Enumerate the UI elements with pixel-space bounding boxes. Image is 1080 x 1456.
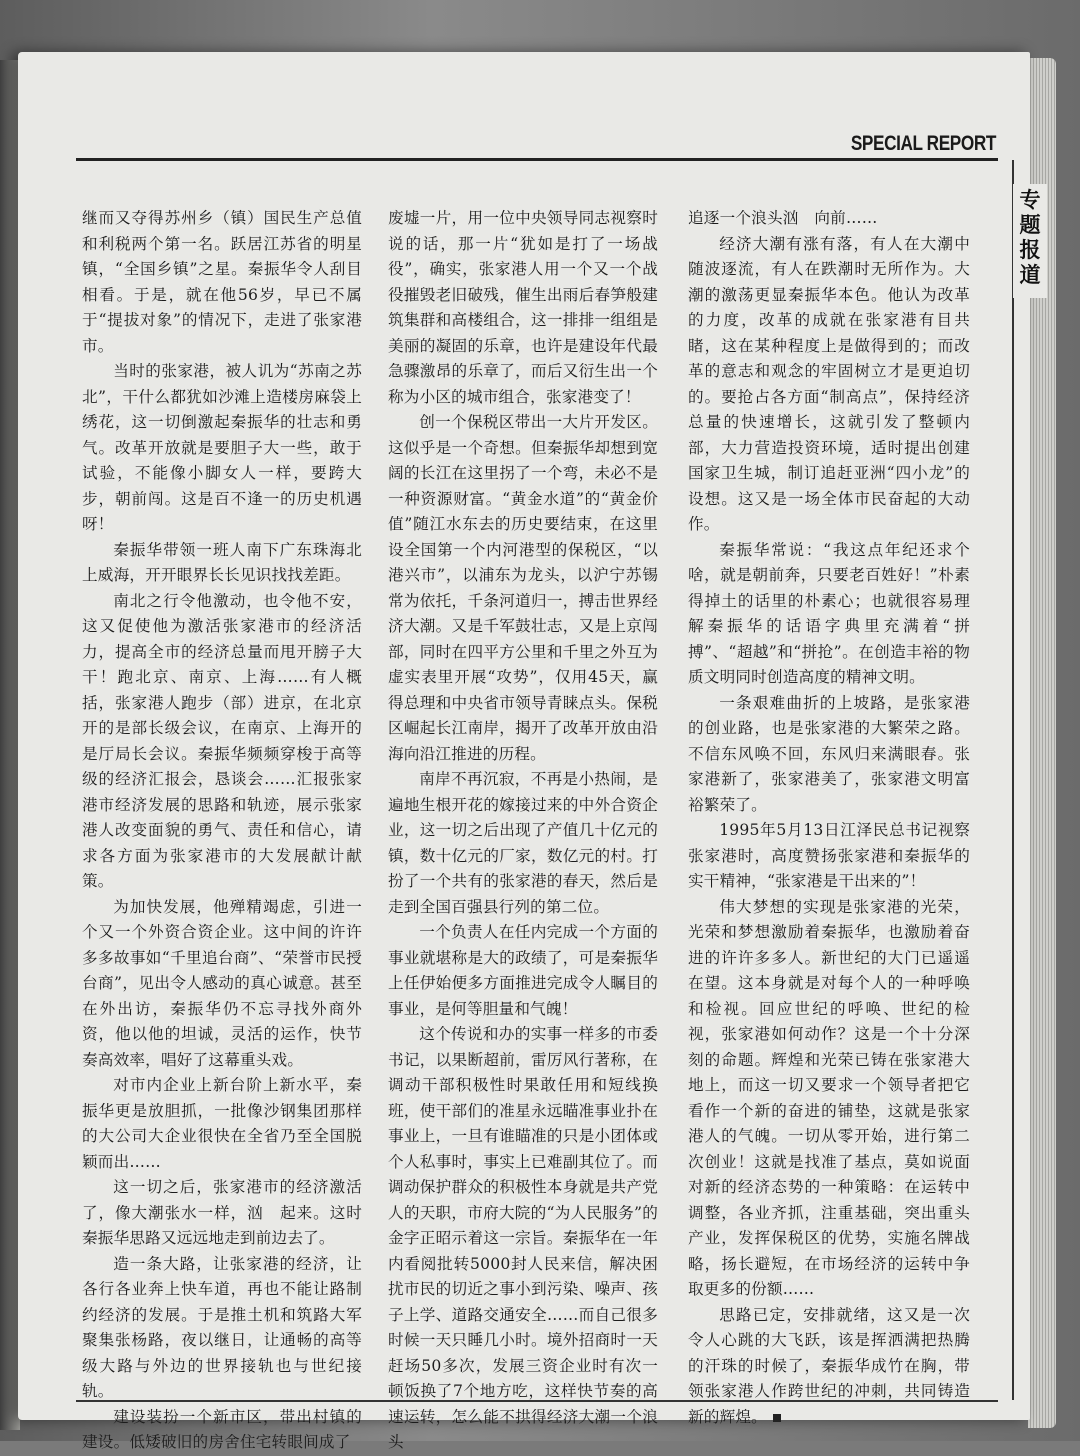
section-header-en: SPECIAL REPORT [850, 132, 996, 155]
article-paragraph: 建设装扮一个新市区，带出村镇的建设。低矮破旧的房舍住宅转眼间成了 [82, 1407, 362, 1451]
section-tab-char: 道 [1019, 263, 1041, 287]
article-end-mark [773, 1414, 781, 1422]
article-paragraph: 造一条大路，让张家港的经济，让各行各业奔上快车道，再也不能让路制约经济的发展。于是推土机和筑路大军聚集张杨路，夜以继日，让通畅的高等级大路与外边的世界接轨也与世纪接轨。 [82, 1254, 362, 1400]
previous-page-edge [0, 60, 20, 1430]
side-rule [1012, 160, 1014, 1400]
article-paragraph: 伟大梦想的实现是张家港的光荣，光荣和梦想激励着秦振华，也激励着奋进的许许多多人。新世纪的大门已遥遥在望。这本身就是对每个人的一种呼唤和检视。回应世纪的呼唤、世纪的检视，张家港如何动作？这是一个十分深刻的命题。辉煌和光荣已铸在张家港大地上，而这一切又要求一个领导者把它看作一个新的奋进的铺垫，这就是张家港人的气魄。一切从零开始，进行第二次创业！这就是找准了基点，莫如说面对新的经济态势的一种策略：在运转中调整，各业齐抓，注重基础，突出重头产业，发挥保税区的优势，实施名牌战略，扬长避短，在市场经济的运转中争取更多的份额…… [688, 897, 970, 1298]
article-column-3 [688, 206, 970, 1430]
article-paragraph: 创一个保税区带出一大片开发区。这似乎是一个奇想。但秦振华却想到宽阔的长江在这里拐了一个弯，未必不是一种资源财富。“黄金水道”的“黄金价值”随江水东去的历史要结束，在这里设全国第一个内河港型的保税区，“以港兴市”，以浦东为龙头，以沪宁苏锡常为依托，千条河道归一，搏击世界经济大潮。又是千军鼓壮志，又是上京闯部，同时在四平方公里和千里之外互为虚实表里开展“攻势”，仅用45天，赢得总理和中央省市领导青睐点头。保税区崛起长江南岸，揭开了改革开放由沿海向沿江推进的历程。 [388, 413, 658, 763]
article-paragraph: 废墟一片，用一位中央领导同志视察时说的话，那一片“犹如是打了一场战役”，确实，张家港人用一个又一个战役摧毁老旧破残，催生出雨后春笋般建筑集群和高楼组合，这一排排一组组是美丽的凝固的乐章，也许是建设年代最急骤激昂的乐章了，而后又衍生出一个称为小区的城市组合，张家港变了！ [388, 209, 658, 406]
article-paragraph: 南岸不再沉寂，不再是小热闹，是遍地生根开花的嫁接过来的中外合资企业，这一切之后出现了产值几十亿元的镇，数十亿元的厂家，数亿元的村。打扮了一个共有的张家港的春天，然后是走到全国百强县行列的第二位。 [388, 770, 658, 916]
article-paragraph: 一条艰难曲折的上坡路，是张家港的创业路，也是张家港的大繁荣之路。不信东风唤不回，东风归来满眼春。张家港新了，张家港美了，张家港文明富裕繁荣了。 [688, 693, 970, 814]
article-paragraph: 继而又夺得苏州乡（镇）国民生产总值和利税两个第一名。跃居江苏省的明星镇，“全国乡镇”之星。秦振华令人刮目相看。于是，就在他56岁，早已不属于“提拔对象”的情况下，走进了张家港市。 [82, 209, 362, 355]
article-paragraph: 思路已定，安排就绪，这又是一次令人心跳的大飞跃，该是挥洒满把热腾的汗珠的时候了，秦振华成竹在胸，带领张家港人作跨世纪的冲刺，共同铸造新的辉煌。 [688, 1305, 970, 1426]
article-paragraph: 1995年5月13日江泽民总书记视察张家港时，高度赞扬张家港和秦振华的实干精神，“张家港是干出来的”！ [688, 821, 970, 890]
article-paragraph: 南北之行令他激动，也令他不安，这又促使他为激活张家港市的经济活力，提高全市的经济总量而甩开膀子大干！跑北京、南京、上海……有人概括，张家港人跑步（部）进京，在北京开的是部长级会议，在南京、上海开的是厅局长会议。秦振华频频穿梭于高等级的经济汇报会，恳谈会……汇报张家港市经济发展的思路和轨迹，展示张家港人改变面貌的勇气、责任和信心，请求各方面为张家港市的大发展献计献策。 [82, 591, 362, 890]
article-paragraph: 这个传说和办的实事一样多的市委书记，以果断超前，雷厉风行著称，在调动干部积极性时果敢任用和短线换班，使干部们的准星永远瞄准事业扑在事业上，一旦有谁瞄准的只是小团体或个人私事时，事实上已难副其位了。而调动保护群众的积极性本身就是共产党人的天职，市府大院的“为人民服务”的金字正昭示着这一宗旨。秦振华在一年内看阅批转5000封人民来信，解决困扰市民的切近之事小到污染、噪声、孩子上学、道路交通安全……而自己很多时候一天只睡几小时。境外招商时一天赶场50多次，发展三资企业时有次一顿饭换了7个地方吃，这样快节奏的高速运转，怎么能不拱得经济大潮一个浪头 [388, 1025, 658, 1451]
article-paragraph: 经济大潮有涨有落，有人在大潮中随波逐流，有人在跌潮时无所作为。大潮的激荡更显秦振华本色。他认为改革的力度，改革的成就在张家港有目共睹，这在某种程度上是做得到的；而改革的意志和观念的牢固树立才是更迫切的。要抢占各方面“制高点”，保持经济总量的快速增长，这就引发了整顿内部，大力营造投资环境，适时提出创建国家卫生城，制订追赶亚洲“四小龙”的设想。这又是一场全体市民奋起的大动作。 [688, 234, 970, 533]
article-paragraph: 一个负责人在任内完成一个方面的事业就堪称是大的政绩了，可是秦振华上任伊始便多方面推进完成令人瞩目的事业，是何等胆量和气魄！ [388, 923, 658, 1018]
article-paragraph: 追逐一个浪头汹 向前…… [688, 209, 878, 227]
article-paragraph: 对市内企业上新台阶上新水平，秦振华更是放胆抓，一批像沙钢集团那样的大公司大企业很快在全省乃至全国脱颖而出…… [82, 1076, 362, 1171]
header-rule [76, 158, 998, 161]
footer-rule [76, 1400, 998, 1402]
section-tab-char: 专 [1019, 188, 1041, 212]
article-paragraph: 这一切之后，张家港市的经济激活了，像大潮张水一样，汹 起来。这时秦振华思路又远远地走到前边去了。 [82, 1178, 362, 1247]
article-paragraph: 为加快发展，他殚精竭虑，引进一个又一个外资合资企业。这中间的许许多多故事如“千里追台商”、“荣誉市民授台商”，见出令人感动的真心诚意。甚至在外出访，秦振华仍不忘寻找外商外资，他以他的坦诚，灵活的运作，快节奏高效率，唱好了这幕重头戏。 [82, 897, 362, 1069]
article-paragraph: 当时的张家港，被人讥为“苏南之苏北”，干什么都犹如沙滩上造楼房麻袋上绣花，这一切倒激起秦振华的壮志和勇气。改革开放就是要胆子大一些，敢于试验，不能像小脚女人一样，要跨大步，朝前闯。这是百不逢一的历史机遇呀！ [82, 362, 362, 533]
article-paragraph: 秦振华常说：“我这点年纪还求个啥，就是朝前奔，只要老百姓好！”朴素得掉土的话里的朴素心；也就很容易理解秦振华的话语字典里充满着“拼搏”、“超越”和“拼抢”。在创造丰裕的物质文明同时创造高度的精神文明。 [688, 540, 970, 686]
section-tab-cn [1012, 184, 1047, 298]
article-column-1 [82, 206, 362, 1456]
article-column-2 [388, 206, 658, 1456]
article-paragraph: 秦振华带领一班人南下广东珠海北上威海，开开眼界长长见识找找差距。 [82, 540, 362, 584]
section-tab-char: 报 [1019, 238, 1041, 262]
section-tab-char: 题 [1019, 213, 1041, 237]
